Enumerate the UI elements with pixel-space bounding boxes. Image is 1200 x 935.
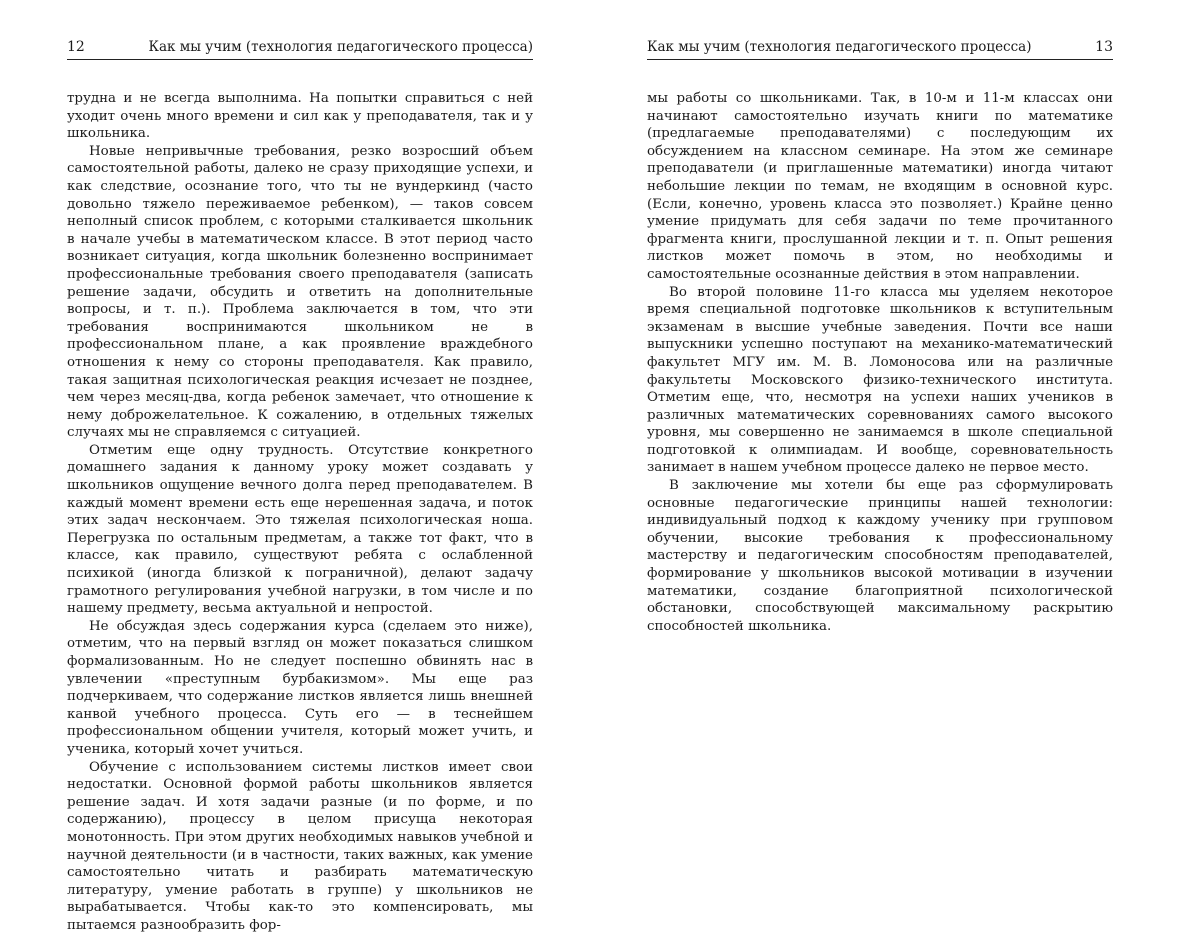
paragraph: Обучение с использованием системы листков имеет свои недостатки. Основной формой работы школьников является решение задач. И хотя задачи разные (и по форме, и по содержанию), процессу в целом присуща некоторая монотонность. При этом других необходимых навыков учебной и научной деятельности (и в частности, таких важных, как умение самостоятельно читать и разбирать математическую литературу, умение работать в группе) у школьников не вырабатывается. Чтобы как-то это компенсировать, мы пытаемся разнообразить фор- (67, 759, 533, 933)
left-page (67, 38, 533, 935)
paragraph: Новые непривычные требования, резко возросший объем самостоятельной работы, далеко не сразу приходящие успехи, и как следствие, осознание того, что ты не вундеркинд (часто довольно тяжело переживаемое ребенком), — таков совсем неполный список проблем, с которыми сталкивается школьник в начале учебы в математическом классе. В этот период часто возникает ситуация, когда школьник болезненно воспринимает профессиональные требования своего преподавателя (записать решение задачи, обсудить и ответить на дополнительные вопросы, и т. п.). Проблема заключается в том, что эти требования воспринимаются школьником не в профессиональном плане, а как проявление враждебного отношения к нему со стороны преподавателя. Как правило, такая защитная психологическая реакция исчезает не позднее, чем через месяц-два, когда ребенок замечает, что отношение к нему доброжелательное. К сожалению, в отдельных тяжелых случаях мы не справляемся с ситуацией. (67, 143, 533, 441)
paragraph: трудна и не всегда выполнима. На попытки справиться с ней уходит очень много времени и сил как у преподавателя, так и у школьника. (67, 91, 533, 142)
running-head-left (67, 38, 533, 60)
page-number: 13 (1095, 39, 1113, 55)
paragraph: Отметим еще одну трудность. Отсутствие конкретного домашнего задания к данному уроку может создавать у школьников ощущение вечного долга перед преподавателем. В каждый момент времени есть еще нерешенная задача, и поток этих задач нескончаем. Это тяжелая психологическая ноша. Перегрузка по остальным предметам, а также тот факт, что в классе, как правило, существуют ребята с ослабленной психикой (иногда близкой к пограничной), делают задачу грамотного регулирования учебной нагрузки, в том числе и по нашему предмету, весьма актуальной и непростой. (67, 442, 533, 617)
page-number: 12 (67, 39, 85, 55)
page-body (647, 90, 1113, 635)
page-body (67, 90, 533, 935)
paragraph: Во второй половине 11-го класса мы уделяем некоторое время специальной подготовке школьников к вступительным экзаменам в высшие учебные заведения. Почти все наши выпускники успешно поступают на механико-математический факультет МГУ им. М. В. Ломоносова или на различные факультеты Московского физико-технического института. Отметим еще, что, несмотря на успехи наших учеников в различных математических соревнованиях самого высокого уровня, мы совершенно не занимаемся в школе специальной подготовкой к олимпиадам. И вообще, соревновательность занимает в нашем учебном процессе далеко не первое место. (647, 284, 1113, 476)
running-title: Как мы учим (технология педагогического процесса) (148, 39, 533, 55)
running-head-right (647, 38, 1113, 60)
running-title: Как мы учим (технология педагогического процесса) (647, 39, 1032, 55)
paragraph: В заключение мы хотели бы еще раз сформулировать основные педагогические принципы нашей технологии: индивидуальный подход к каждому ученику при групповом обучении, высокие требования к профессиональному мастерству и педагогическим способностям преподавателей, формирование у школьников высокой мотивации в изучении математики, создание благоприятной психологической обстановки, способствующей максимальному раскрытию способностей школьника. (647, 478, 1113, 634)
paragraph: Не обсуждая здесь содержания курса (сделаем это ниже), отметим, что на первый взгляд он может показаться слишком формализованным. Но не следует поспешно обвинять нас в увлечении «преступным бурбакизмом». Мы еще раз подчеркиваем, что содержание листков является лишь внешней канвой учебного процесса. Суть его — в теснейшем профессиональном общении учителя, который может учить, и ученика, который хочет учиться. (67, 618, 533, 757)
right-page (647, 38, 1113, 635)
paragraph: мы работы со школьниками. Так, в 10-м и 11-м классах они начинают самостоятельно изучать книги по математике (предлагаемые преподавателями) с последующим их обсуждением на классном семинаре. На этом же семинаре преподаватели (и приглашенные математики) иногда читают небольшие лекции по темам, не входящим в основной курс. (Если, конечно, уровень класса это позволяет.) Крайне ценно умение придумать для себя задачи по теме прочитанного фрагмента книги, прослушанной лекции и т. п. Опыт решения листков может помочь в этом, но необходимы и самостоятельные осознанные действия в этом направлении. (647, 91, 1113, 282)
